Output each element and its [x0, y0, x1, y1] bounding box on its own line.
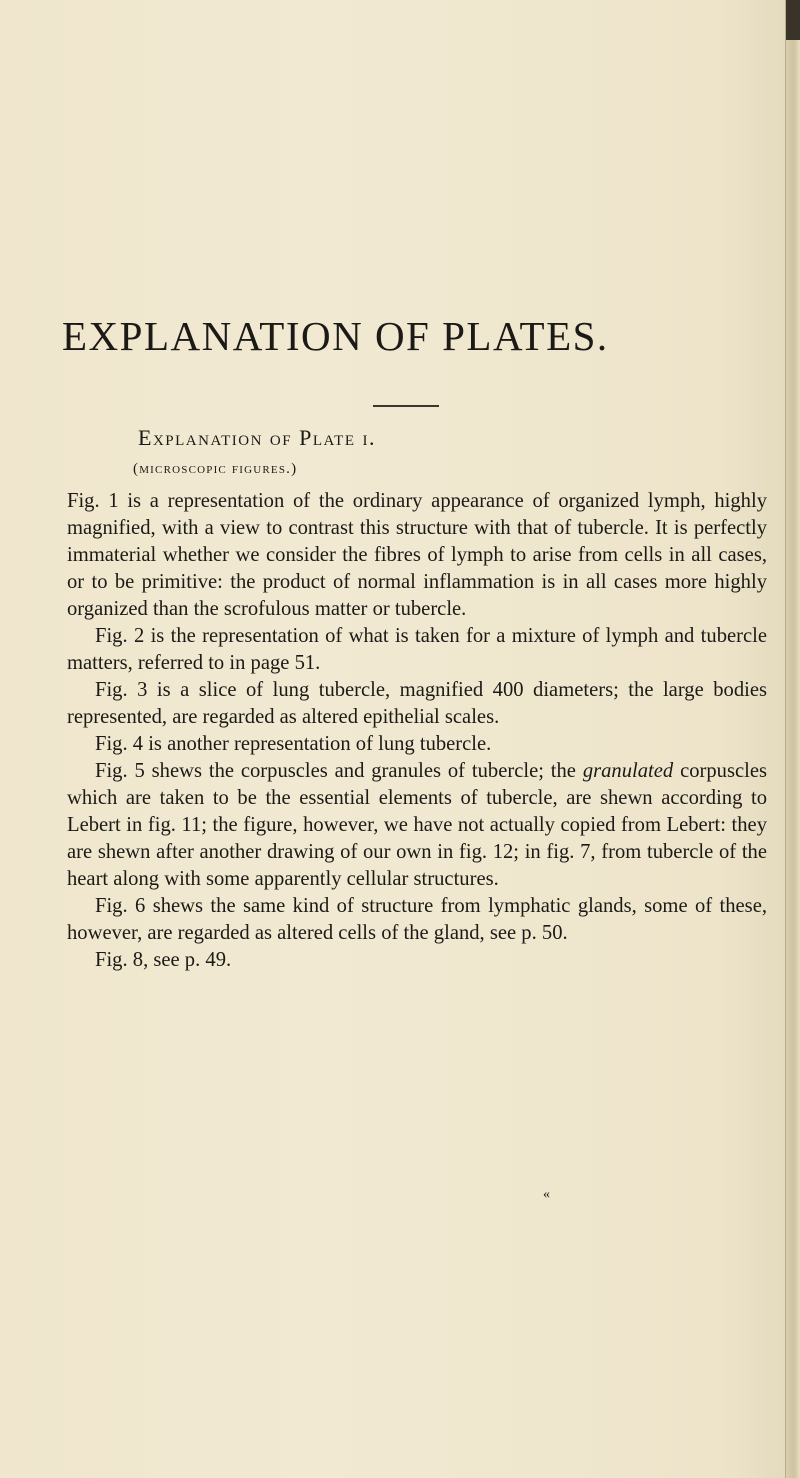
paragraph-fig-5: [67, 758, 767, 893]
paragraph-fig-1: Fig. 1 is a representation of the ordinary appearance of organized lymph, highly magnified, with a view to contrast this structure with that of tubercle. It is perfectly immaterial whether we consider the fibres of lymph to arise from cells in all cases, or to be primitive: the product of normal inflammation is in all cases more highly organized than the scrofulous matter or tubercle.: [67, 490, 767, 620]
section-heading: Explanation of Plate i.: [138, 425, 376, 450]
paragraph-fig-6: Fig. 6 shews the same kind of structure from lymphatic glands, some of these, however, are regarded as altered cells of the gland, see p. 50.: [67, 895, 767, 944]
body-text: [67, 488, 767, 974]
page-edge: [785, 0, 800, 1478]
paragraph-fig-3: Fig. 3 is a slice of lung tubercle, magnified 400 diameters; the large bodies represented, are regarded as altered epithelial scales.: [67, 679, 767, 728]
page-title: EXPLANATION OF PLATES.: [62, 313, 609, 359]
paragraph-fig-4: Fig. 4 is another representation of lung tubercle.: [95, 733, 492, 755]
page-edge-shadow: [786, 0, 800, 40]
paragraph-fig-5-lead: Fig. 5 shews the corpuscles and granules of tubercle; the: [95, 760, 583, 782]
paragraph-fig-8: Fig. 8, see p. 49.: [95, 949, 232, 971]
paragraph-fig-5-rest: corpuscles which are taken to be the essential elements of tubercle, are shewn according to Lebert in fig. 11; the figure, however, we have not actually copied from Lebert: they are shewn after another drawing of our own in fig. 12; in fig. 7, from tubercle of the heart along with some apparently cellular structures.: [67, 760, 768, 890]
emphasis-granulated: granulated: [582, 760, 674, 782]
section-note: (microscopic figures.): [133, 461, 298, 477]
title-rule: [373, 405, 439, 407]
paragraph-fig-2: Fig. 2 is the representation of what is taken for a mixture of lymph and tubercle matters, referred to in page 51.: [67, 625, 767, 674]
stray-mark: «: [543, 1187, 550, 1202]
